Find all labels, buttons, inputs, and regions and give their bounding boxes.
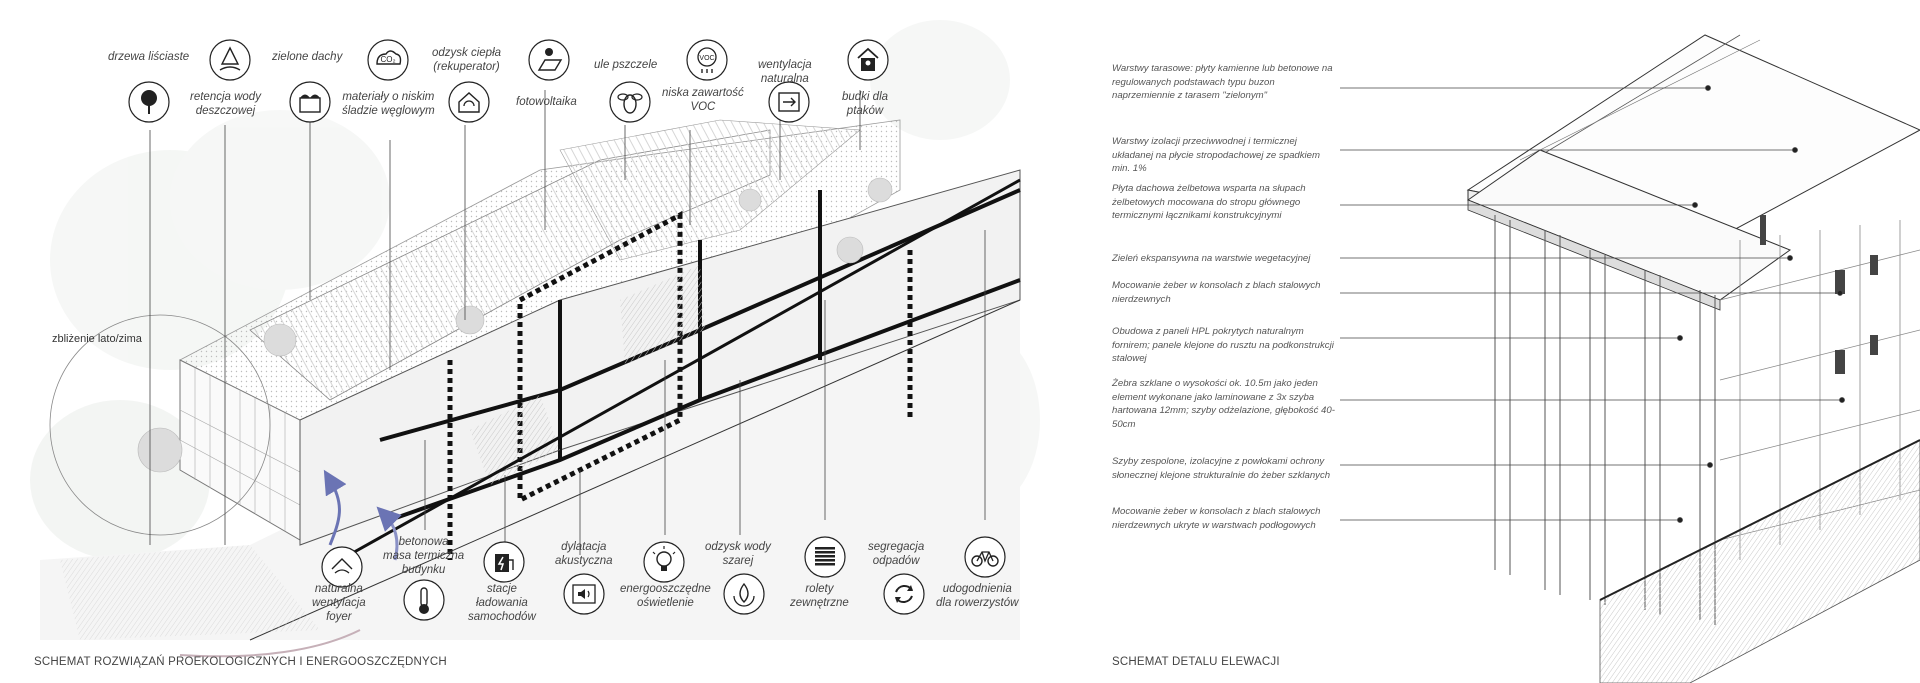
right-caption: SCHEMAT DETALU ELEWACJI bbox=[1112, 656, 1280, 668]
label-thermal-mass: betonowa masa termiczna budynku bbox=[383, 536, 465, 576]
note-glass-fins: Żebra szklane o wysokości ok. 10.5m jako jeden element wykonane jako laminowane z 3x szyba hartowana 12mm; szyby odżelazione, głębokość 40-50cm bbox=[1112, 378, 1335, 430]
label-rainwater-retention: retencja wody deszczowej bbox=[190, 91, 261, 117]
label-cyclist-facilities: udogodnienia dla rowerzystów bbox=[936, 583, 1019, 609]
zoom-label: zbliżenie lato/zima bbox=[52, 333, 142, 345]
label-charging-stations: stacje ładowania samochodów bbox=[468, 583, 536, 623]
label-acoustic-joint: dylatacja akustyczna bbox=[555, 541, 613, 567]
co2-icon-text: CO₂ bbox=[380, 55, 396, 64]
label-external-blinds: rolety zewnętrzne bbox=[790, 583, 849, 609]
note-roof-slab: Płyta dachowa żelbetowa wsparta na słupach żelbetowych mocowana do stropu głównego termicznymi łącznikami konstrukcyjnymi bbox=[1112, 183, 1306, 221]
note-extensive-greenery: Zieleń ekspansywna na warstwie wegetacyjnej bbox=[1112, 253, 1311, 264]
label-heat-recovery: odzysk ciepła (rekuperator) bbox=[432, 47, 502, 73]
label-waste-segregation: segregacja odpadów bbox=[868, 541, 925, 567]
voc-icon-text: VOC bbox=[699, 55, 715, 62]
label-low-carbon-materials: materiały o niskim śladzie węglowym bbox=[342, 91, 435, 117]
note-hpl-cladding: Obudowa z paneli HPL pokrytych naturalnym fornirem; panele klejone do rusztu na podkonstrukcji stalowej bbox=[1112, 326, 1334, 364]
note-insulated-glazing: Szyby zespolone, izolacyjne z powłokami ochrony słonecznej klejone strukturalnie do żeber szklanych bbox=[1112, 456, 1331, 481]
note-terrace-layers: Warstwy tarasowe: płyty kamienne lub betonowe na regulowanych podstawach typu buzon naprzemiennie z tarasem "zielonym" bbox=[1112, 63, 1333, 101]
note-fin-brackets: Mocowanie żeber w konsolach z blach stalowych nierdzewnych bbox=[1112, 280, 1321, 305]
label-deciduous-trees: drzewa liściaste bbox=[108, 51, 190, 63]
label-green-roofs: zielone dachy bbox=[272, 51, 343, 63]
label-foyer-ventilation: naturalna wentylacja foyer bbox=[312, 583, 366, 623]
label-low-voc: niska zawartość VOC bbox=[662, 87, 744, 113]
label-photovoltaics: fotowoltaika bbox=[516, 96, 577, 108]
label-beehives: ule pszczele bbox=[594, 59, 658, 71]
left-caption: SCHEMAT ROZWIĄZAŃ PROEKOLOGICZNYCH I ENERGOOSZCZĘDNYCH bbox=[34, 656, 447, 668]
label-natural-ventilation: wentylacja naturalna bbox=[758, 59, 812, 85]
facade-detail-drawing bbox=[1340, 35, 1920, 683]
note-hidden-fin-brackets: Mocowanie żeber w konsolach z blach stalowych nierdzewnych ukryte w warstwach podłogowych bbox=[1112, 506, 1321, 531]
label-bird-boxes: budki dla ptaków bbox=[842, 91, 889, 117]
label-greywater-recovery: odzysk wody szarej bbox=[705, 541, 771, 567]
label-efficient-lighting: energooszczędne oświetlenie bbox=[620, 583, 711, 609]
note-insulation-layers: Warstwy izolacji przeciwwodnej i termicznej układanej na płycie stropodachowej ze spadkiem min. 1% bbox=[1112, 136, 1320, 174]
